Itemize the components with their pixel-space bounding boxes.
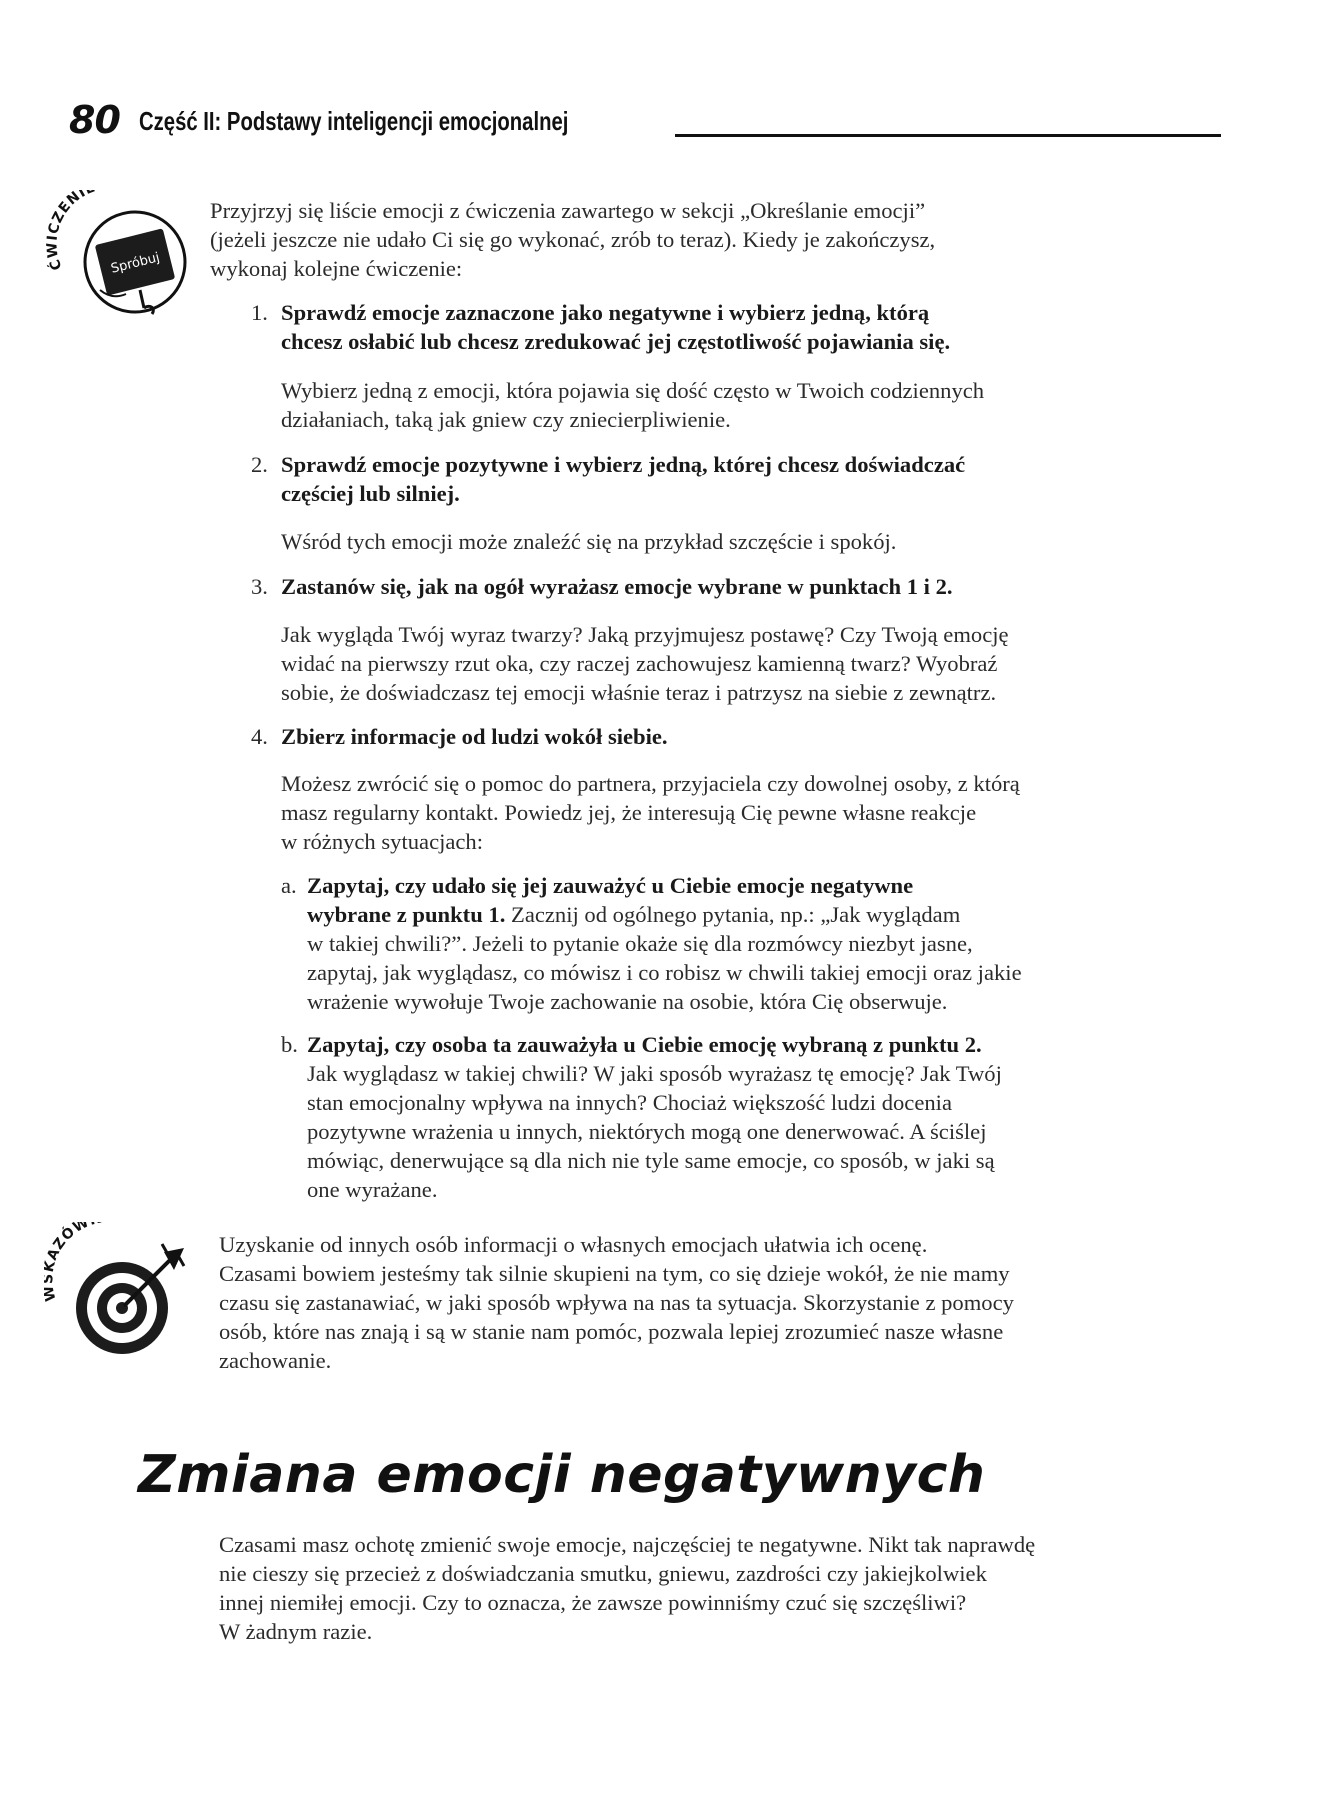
- step-heading-line: Sprawdź emocje pozytywne i wybierz jedną, której chcesz doświadczać: [281, 452, 966, 477]
- exercise-arc-label: ĆWICZENI: [44, 190, 90, 273]
- step-body-line: widać na pierwszy rzut oka, czy raczej zachowujesz kamienną twarz? Wyobraź: [281, 651, 998, 676]
- substep-line: [307, 900, 1181, 929]
- tip-arc-label: AZÓW: [44, 1222, 93, 1263]
- substep-a: [281, 871, 1181, 1016]
- tip-line: zachowanie.: [219, 1348, 332, 1373]
- tip-line: osób, które nas znają i są w stanie nam pomóc, pozwala lepiej zrozumieć nasze własne: [219, 1319, 1004, 1344]
- substep-letter: a.: [281, 873, 297, 898]
- intro-line: (jeżeli jeszcze nie udało Ci się go wykonać, zrób to teraz). Kiedy je zakończysz,: [210, 227, 936, 252]
- step-heading-line: Zbierz informacje od ludzi wokół siebie.: [281, 724, 668, 749]
- step-heading-line: Sprawdź emocje zaznaczone jako negatywne i wybierz jedną, którą: [281, 300, 930, 325]
- exercise-sign-icon: [40, 190, 190, 320]
- step-4-body: [281, 769, 1181, 856]
- step-number: 2.: [251, 452, 268, 477]
- substep-line: one wyrażane.: [307, 1177, 438, 1202]
- substep-b: [281, 1030, 1181, 1204]
- intro-line: Przyjrzyj się liście emocji z ćwiczenia zawartego w sekcji „Określanie emocji”: [210, 198, 926, 223]
- section-line: nie cieszy się przecież z doświadczania smutku, gniewu, zazdrości czy jakiejkolwiek: [219, 1561, 987, 1586]
- substep-line: mówiąc, denerwujące są dla nich nie tyle same emocje, co sposób, w jaki są: [307, 1148, 995, 1173]
- section-paragraph: [219, 1530, 1179, 1646]
- target-icon: [44, 1222, 194, 1362]
- section-line: innej niemiłej emocji. Czy to oznacza, że zawsze powinniśmy czuć się szczęśliwi?: [219, 1590, 967, 1615]
- running-header: [63, 98, 1163, 144]
- step-2-body: [281, 527, 1181, 556]
- step-body-line: masz regularny kontakt. Powiedz jej, że interesują Cię pewne własne reakcje: [281, 800, 977, 825]
- step-body-line: działaniach, taką jak gniew czy zniecierpliwienie.: [281, 407, 731, 432]
- section-title: Zmiana emocji negatywnych: [138, 1445, 986, 1505]
- step-heading: [281, 722, 1171, 751]
- intro-paragraph: [210, 196, 1170, 283]
- step-4: [251, 722, 1171, 751]
- step-body-line: sobie, że doświadczasz tej emocji właśnie teraz i patrzysz na siebie z zewnątrz.: [281, 680, 997, 705]
- step-body-line: w różnych sytuacjach:: [281, 829, 484, 854]
- page-number: 80: [69, 98, 120, 142]
- section-line: Czasami masz ochotę zmienić swoje emocje, najczęściej te negatywne. Nikt tak naprawdę: [219, 1532, 1036, 1557]
- step-2: [251, 450, 1171, 508]
- section-line: W żadnym razie.: [219, 1619, 373, 1644]
- intro-line: wykonaj kolejne ćwiczenie:: [210, 256, 463, 281]
- step-body-line: Jak wygląda Twój wyraz twarzy? Jaką przyjmujesz postawę? Czy Twoją emocję: [281, 622, 1009, 647]
- step-body-line: Wybierz jedną z emocji, która pojawia się dość często w Twoich codziennych: [281, 378, 985, 403]
- header-rule: [675, 134, 1221, 137]
- tip-line: Uzyskanie od innych osób informacji o własnych emocjach ułatwia ich ocenę.: [219, 1232, 928, 1257]
- step-body-line: Wśród tych emocji może znaleźć się na przykład szczęście i spokój.: [281, 529, 897, 554]
- step-body-line: Możesz zwrócić się o pomoc do partnera, przyjaciela czy dowolnej osoby, z którą: [281, 771, 1020, 796]
- step-3-body: [281, 620, 1181, 707]
- substep-line: wrażenie wywołuje Twoje zachowanie na osobie, która Cię obserwuje.: [307, 989, 948, 1014]
- step-number: 1.: [251, 300, 268, 325]
- substep-line: Jak wyglądasz w takiej chwili? W jaki sposób wyrażasz tę emocję? Jak Twój: [307, 1061, 1002, 1086]
- step-heading-line: Zastanów się, jak na ogół wyrażasz emocje wybrane w punktach 1 i 2.: [281, 574, 953, 599]
- step-1-body: [281, 376, 1181, 434]
- substep-line: zapytaj, jak wyglądasz, co mówisz i co robisz w chwili takiej emocji oraz jakie: [307, 960, 1022, 985]
- substep-heading-line: Zapytaj, czy udało się jej zauważyć u Ciebie emocje negatywne: [307, 873, 914, 898]
- tip-line: Czasami bowiem jesteśmy tak silnie skupieni na tym, co się dzieje wokół, że nie mamy: [219, 1261, 1010, 1286]
- substep-heading-line: Zapytaj, czy osoba ta zauważyła u Ciebie emocję wybraną z punktu 2.: [307, 1032, 982, 1057]
- substep-line: w takiej chwili?”. Jeżeli to pytanie okaże się dla rozmówcy niezbyt jasne,: [307, 931, 973, 956]
- tip-paragraph: [219, 1230, 1179, 1375]
- step-heading: [281, 572, 1171, 601]
- step-heading: [281, 450, 1171, 508]
- exercise-sign-label: Spróbuj: [109, 250, 162, 277]
- step-heading-line: chcesz osłabić lub chcesz zredukować jej częstotliwość pojawiania się.: [281, 329, 951, 354]
- step-number: 3.: [251, 574, 268, 599]
- step-heading-line: częściej lub silniej.: [281, 481, 460, 506]
- substep-line: pozytywne wrażenia u innych, niektórych mogą one denerwować. A ściślej: [307, 1119, 987, 1144]
- substep-heading-tail: wybrane z punktu 1.: [307, 902, 506, 927]
- step-heading: [281, 298, 1171, 356]
- part-title: Część II: Podstawy inteligencji emocjonalnej: [139, 106, 569, 136]
- tip-line: czasu się zastanawiać, w jaki sposób wpływa na nas ta sytuacja. Skorzystanie z pomocy: [219, 1290, 1014, 1315]
- step-1: [251, 298, 1171, 356]
- substep-line: stan emocjonalny wpływa na innych? Chociaż większość ludzi docenia: [307, 1090, 952, 1115]
- substep-text: Zacznij od ogólnego pytania, np.: „Jak wyglądam: [505, 902, 961, 927]
- step-3: [251, 572, 1171, 601]
- substep-letter: b.: [281, 1032, 298, 1057]
- step-number: 4.: [251, 724, 268, 749]
